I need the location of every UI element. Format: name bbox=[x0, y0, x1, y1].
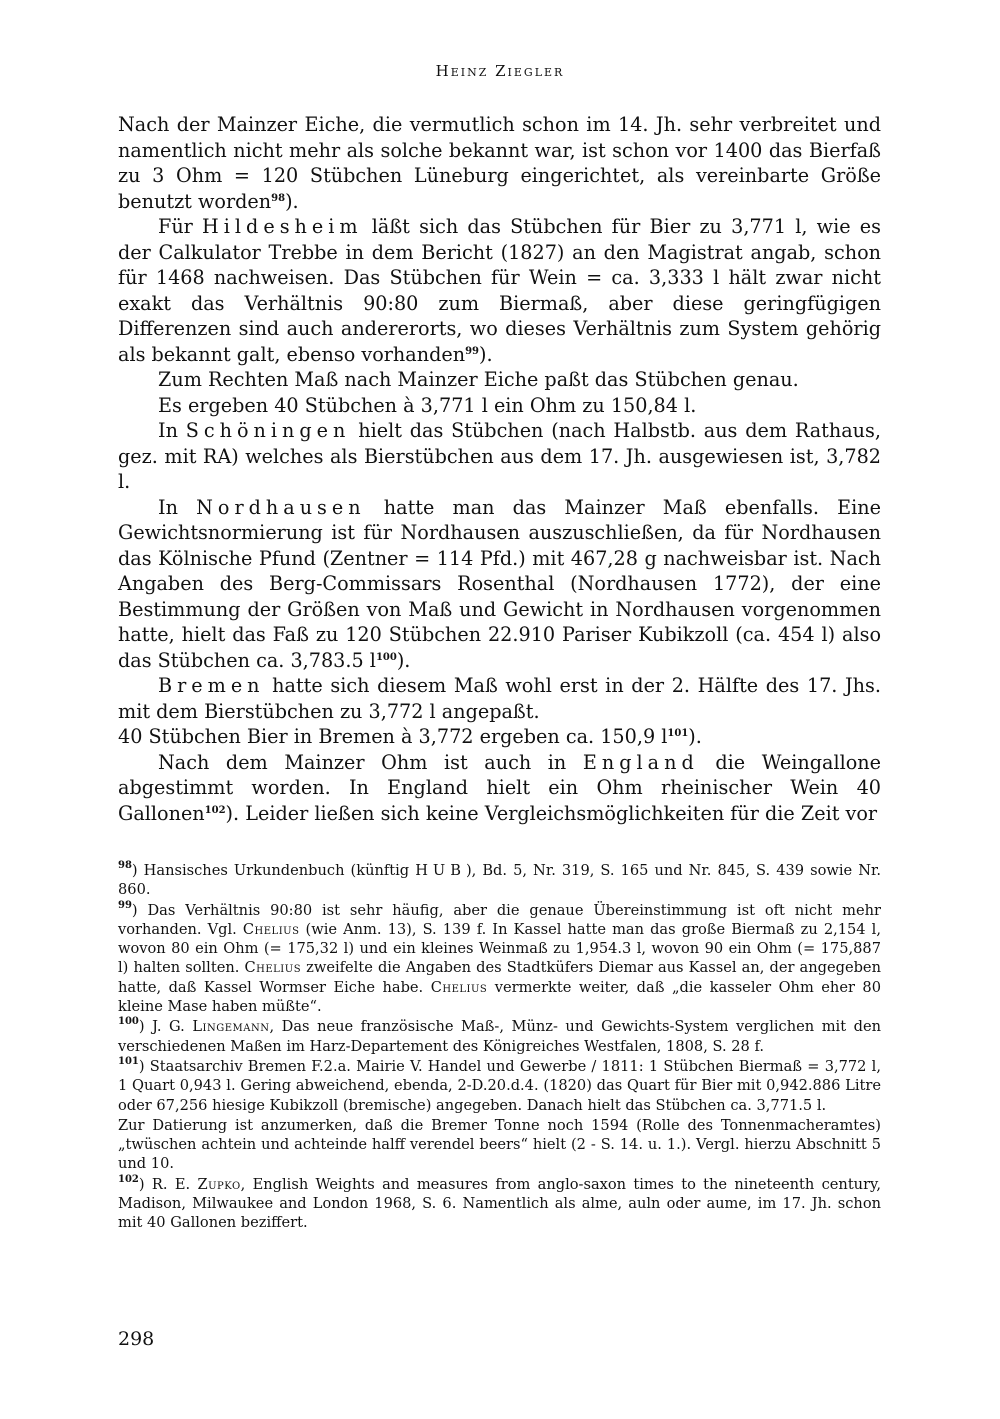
footnote-continuation bbox=[118, 1116, 881, 1174]
footnote-ref: 99 bbox=[465, 345, 480, 357]
author-name: Chelius bbox=[242, 920, 300, 938]
footnote-mark: 102 bbox=[118, 1173, 139, 1185]
author-name: Chelius bbox=[244, 959, 302, 977]
paragraph-text: läßt sich das Stübchen für Bier zu 3,771 l, wie es der Calkulator Trebbe in dem Bericht (1827) an den Magistrat angab, schon für 1468 nachweisen. Das Stübchen für Wein = ca. 3,333 l hält zwar nicht exakt das Verhältnis 90:80 zum Biermaß, aber diese geringfügigen Differenzen sind auch andererorts, wo dieses Verhältnis zum System gehörig als bekannt galt, ebenso vorhanden bbox=[118, 215, 881, 366]
paragraph-text: Zum Rechten Maß nach Mainzer Eiche paßt das Stübchen genau. bbox=[158, 368, 799, 391]
paragraph bbox=[118, 214, 881, 367]
footnote-text: Zur Datierung ist anzumerken, daß die Bremer Tonne noch 1594 (Rolle des Tonnenmacheramtes) „twüschen achtein und achteinde halff verendel beers“ hielt (2 - S. 14. u. 1.). Vergl. hierzu Abschnitt 5 und 10. bbox=[118, 1116, 881, 1173]
footnote bbox=[118, 1175, 881, 1233]
running-head: Heinz Ziegler bbox=[435, 62, 565, 80]
footnote-text: zweifelte die Angaben des Stadtküfers Diemar aus Kassel an, der angegeben hatte, daß Kassel Wormser Eiche habe. bbox=[118, 959, 881, 996]
paragraph-tail: ). bbox=[688, 725, 702, 748]
paragraph-tail: ). bbox=[479, 342, 493, 366]
paragraph-text: hielt das Stübchen (nach Halbstb. aus dem Rathaus, gez. mit RA) welches als Bierstübchen aus dem 17. Jh. ausgewiesen ist, 3,782 l. bbox=[118, 419, 881, 493]
footnote-ref: 101 bbox=[667, 728, 689, 739]
footnote-text: ) Staatsarchiv Bremen F.2.a. Mairie V. Handel und Gewerbe / 1811: 1 Stübchen Biermaß = 3,772 l, 1 Quart 0,943 l. Gering abweichend, ebenda, 2-D.20.d.4. (1820) das Quart für Bier mit 0,942.886 Litre oder 67,256 hiesige Kubikzoll (bremische) angegeben. Danach hielt das Stübchen ca. 3,771.5 l. bbox=[118, 1057, 881, 1114]
paragraph-tail: ). bbox=[396, 648, 411, 672]
paragraph bbox=[118, 112, 881, 214]
place-name: England bbox=[582, 750, 699, 774]
footnote-text: ), Bd. 5, Nr. 319, S. 165 und Nr. 845, S. 439 sowie Nr. 860. bbox=[118, 862, 881, 899]
footnote-text: ) Das Verhältnis 90:80 ist sehr häufig, aber die genaue Übereinstimmung ist oft nicht mehr vorhanden. Vgl. bbox=[118, 901, 881, 938]
paragraph-tail: ). Leider ließen sich keine Vergleichsmöglichkeiten für die Zeit vor bbox=[225, 801, 878, 825]
footnote bbox=[118, 861, 881, 900]
footnote-mark: 100 bbox=[118, 1016, 139, 1028]
footnote-mark: 98 bbox=[118, 860, 132, 871]
paragraph-lead: In bbox=[158, 495, 197, 519]
place-name: Bremen bbox=[158, 674, 265, 697]
footnote-ref: 98 bbox=[271, 192, 286, 204]
paragraph-lead: Für bbox=[158, 215, 203, 238]
footnote bbox=[118, 1017, 881, 1056]
footnote-text: ) R. E. bbox=[138, 1175, 198, 1193]
paragraph bbox=[118, 367, 881, 393]
footnote-text: , Das neue französische Maß-, Münz- und Gewichts-System verglichen mit den verschiedenen Maßen im Harz-Departement des Königreiches Westfalen, 1808, S. 28 f. bbox=[118, 1018, 881, 1055]
author-name: Zupko bbox=[197, 1175, 241, 1193]
paragraph-text: die Weingallone abgestimmt worden. In England hielt ein Ohm rheinischer Wein 40 Gallonen bbox=[118, 750, 881, 825]
footnote-ref: 100 bbox=[375, 651, 397, 663]
footnote-text: ) J. G. bbox=[138, 1018, 193, 1036]
place-name: Schöningen bbox=[185, 419, 351, 442]
footnote bbox=[118, 1057, 881, 1115]
footnote bbox=[118, 901, 881, 1017]
footnote-text: , English Weights and measures from anglo-saxon times to the nineteenth century, Madison, Milwaukee and London 1968, S. 6. Namentlich als alme, auln oder aume, im 17. Jh. schon mit 40 Gallonen beziffert. bbox=[118, 1175, 881, 1232]
footnote-ref: 102 bbox=[204, 804, 226, 816]
footnote-mark: 101 bbox=[118, 1055, 139, 1067]
paragraph-lead: In bbox=[158, 419, 186, 442]
paragraph-text: Nach der Mainzer Eiche, die vermutlich schon im 14. Jh. sehr verbreitet und namentlich nicht mehr als solche bekannt war, ist schon vor 1400 das Bierfaß zu 3 Ohm = 120 Stübchen Lüneburg eingerichtet, als vereinbarte Größe benutzt worden bbox=[118, 113, 881, 213]
paragraph-text: hatte man das Mainzer Maß ebenfalls. Eine Gewichtsnormierung ist für Nordhausen auszuschließen, da für Nordhausen das Kölnische Pfund (Zentner = 114 Pfd.) mit 467,28 g nachweisbar ist. Nach Angaben des Berg-Commissars Rosenthal (Nordhausen 1772), der eine Bestimmung der Größen von Maß und Gewicht in Nordhausen vorgenommen hatte, hielt das Faß zu 120 Stübchen 22.910 Pariser Kubikzoll (ca. 454 l) also das Stübchen ca. 3,783.5 l bbox=[118, 495, 881, 672]
paragraph bbox=[118, 418, 881, 495]
paragraph bbox=[118, 724, 881, 750]
author-name: Lingemann bbox=[192, 1018, 270, 1036]
paragraph-lead: Nach dem Mainzer Ohm ist auch in bbox=[158, 750, 583, 774]
paragraph-tail: ). bbox=[285, 189, 299, 213]
place-name: Nordhausen bbox=[196, 495, 366, 519]
paragraph-text: Es ergeben 40 Stübchen à 3,771 l ein Ohm zu 150,84 l. bbox=[158, 393, 697, 417]
paragraph bbox=[118, 750, 881, 827]
footnotes bbox=[118, 861, 881, 1234]
footnote-text: (wie Anm. 13), S. 139 f. In Kassel hatte man das große Biermaß zu 2,154 l, wovon 80 ein Ohm (= 175,32 l) und ein kleines Weinmaß zu 1,954.3 l, wovon 90 ein Ohm (= 175,887 l) halten sollten. bbox=[118, 920, 881, 977]
footnote-abbrev: HUB bbox=[415, 862, 466, 879]
paragraph bbox=[118, 673, 881, 724]
footnote-text: ) Hansisches Urkundenbuch (künftig bbox=[131, 862, 416, 879]
paragraph bbox=[118, 393, 881, 419]
paragraph bbox=[118, 495, 881, 674]
main-text bbox=[118, 112, 881, 826]
page-number: 298 bbox=[118, 1328, 155, 1350]
footnote-mark: 99 bbox=[118, 899, 132, 911]
paragraph-text: 40 Stübchen Bier in Bremen à 3,772 ergeben ca. 150,9 l bbox=[118, 725, 668, 748]
author-name: Chelius bbox=[430, 978, 488, 996]
paragraph-text: hatte sich diesem Maß wohl erst in der 2. Hälfte des 17. Jhs. mit dem Bierstübchen zu 3,772 l angepaßt. bbox=[118, 674, 881, 723]
footnote-text: vermerkte weiter, daß „die kasseler Ohm eher 80 kleine Mase haben müßte“. bbox=[118, 978, 881, 1016]
place-name: Hildesheim bbox=[202, 215, 363, 238]
